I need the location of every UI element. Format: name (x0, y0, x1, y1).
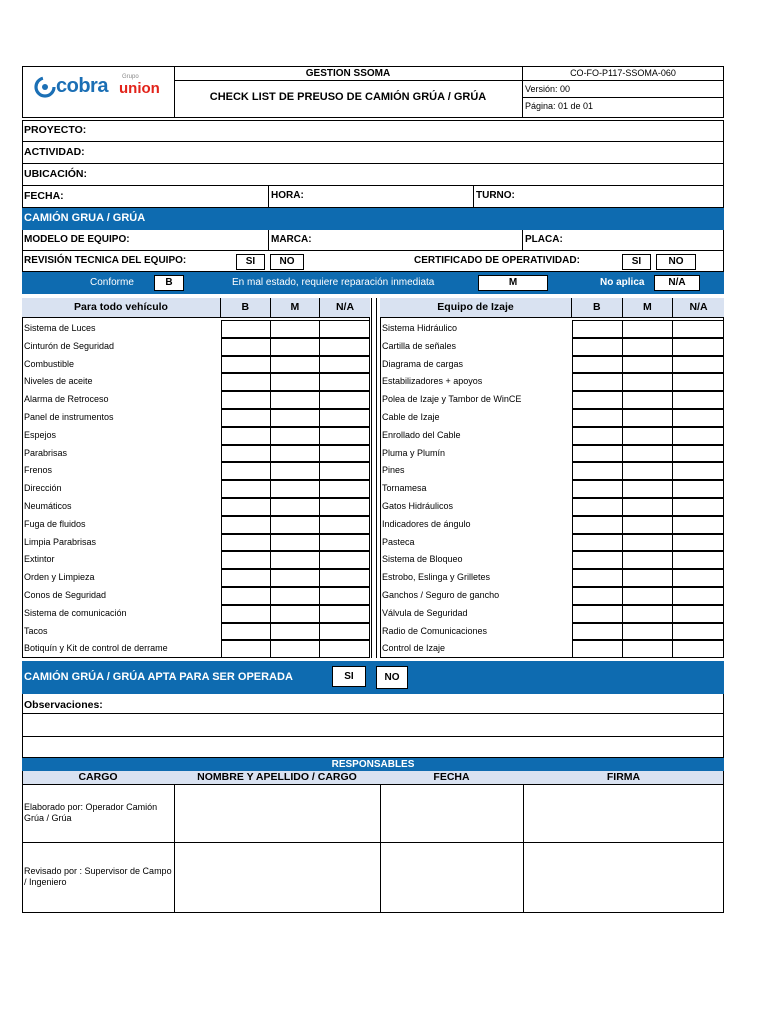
resp-col-nombre: NOMBRE Y APELLIDO / CARGO (197, 771, 357, 783)
checklist-cell-b[interactable] (221, 391, 271, 409)
legend-conforme: Conforme (90, 277, 134, 288)
checklist-cell-na[interactable] (320, 445, 370, 463)
document-code: CO-FO-P117-SSOMA-060 (570, 68, 676, 78)
checklist-cell-b[interactable] (221, 338, 271, 356)
checklist-item-label: Sistema de Bloqueo (382, 554, 463, 565)
checklist-item-label: Estrobo, Eslinga y Grilletes (382, 572, 491, 583)
checklist-cell-b[interactable] (572, 516, 623, 534)
document-title: CHECK LIST DE PREUSO DE CAMIÓN GRÚA / GRÚA (209, 91, 487, 103)
checklist-cell-na[interactable] (673, 427, 724, 445)
checklist-item-label: Alarma de Retroceso (24, 394, 109, 405)
ubicacion-label: UBICACIÓN: (24, 168, 87, 180)
marca-label: MARCA: (271, 234, 312, 245)
checklist-cell-m[interactable] (623, 320, 674, 338)
right_table-col-m: M (623, 298, 674, 318)
checklist-cell-b[interactable] (572, 445, 623, 463)
checklist-cell-b[interactable] (572, 498, 623, 516)
checklist-cell-na[interactable] (673, 551, 724, 569)
checklist-item-label: Gatos Hidráulicos (382, 501, 454, 511)
document-version: Versión: 00 (525, 84, 571, 94)
checklist-cell-na[interactable] (673, 356, 724, 374)
checklist-cell-b[interactable] (221, 623, 271, 641)
checklist-cell-na[interactable] (320, 462, 370, 480)
revision-no-box[interactable]: NO (270, 254, 304, 270)
checklist-cell-na[interactable] (673, 498, 724, 516)
checklist-cell-na[interactable] (673, 409, 724, 427)
observaciones-label: Observaciones: (24, 699, 103, 711)
checklist-cell-b[interactable] (221, 534, 271, 552)
checklist-cell-na[interactable] (673, 569, 724, 587)
checklist-cell-m[interactable] (623, 480, 674, 498)
checklist-cell-b[interactable] (221, 587, 271, 605)
proyecto-label: PROYECTO: (24, 124, 87, 136)
checklist-cell-b[interactable] (221, 445, 271, 463)
checklist-item-label: Frenos (24, 465, 53, 476)
checklist-cell-b[interactable] (221, 480, 271, 498)
checklist-cell-b[interactable] (221, 516, 271, 534)
checklist-cell-na[interactable] (320, 623, 370, 641)
legend-mal-estado: En mal estado, requiere reparación inmediata (232, 277, 435, 288)
checklist-cell-na[interactable] (320, 373, 370, 391)
resp-col-cargo: CARGO (78, 771, 118, 783)
checklist-cell-na[interactable] (673, 373, 724, 391)
checklist-cell-na[interactable] (673, 462, 724, 480)
checklist-item-label: Válvula de Seguridad (382, 607, 468, 618)
checklist-cell-b[interactable] (572, 640, 623, 658)
actividad-label: ACTIVIDAD: (24, 146, 85, 158)
checklist-cell-na[interactable] (320, 356, 370, 374)
checklist-item-label: Sistema Hidráulico (382, 323, 458, 333)
revision-si-box[interactable]: SI (236, 254, 265, 270)
checklist-cell-m[interactable] (623, 534, 674, 552)
checklist-item-label: Neumáticos (24, 501, 72, 511)
checklist-cell-m[interactable] (271, 551, 321, 569)
resp-row-elaborado: Elaborado por: Operador Camión Grúa / Grúa (24, 802, 158, 823)
checklist-cell-m[interactable] (271, 356, 321, 374)
turno-label: TURNO: (476, 190, 515, 201)
checklist-item-label: Sistema de Luces (24, 323, 96, 333)
checklist-item-label: Estabilizadores + apoyos (382, 376, 483, 387)
checklist-cell-na[interactable] (673, 338, 724, 356)
placa-label: PLACA: (525, 234, 563, 245)
checklist-cell-na[interactable] (320, 391, 370, 409)
checklist-cell-b[interactable] (572, 462, 623, 480)
checklist-cell-b[interactable] (572, 551, 623, 569)
checklist-item-label: Espejos (24, 429, 57, 440)
checklist-cell-b[interactable] (221, 569, 271, 587)
checklist-cell-b[interactable] (572, 391, 623, 409)
checklist-item-label: Polea de Izaje y Tambor de WinCE (382, 394, 522, 405)
brand-cobra: cobra (56, 75, 108, 97)
left_table-col-b: B (221, 298, 271, 318)
checklist-item-label: Cartilla de señales (382, 340, 457, 351)
right_table-col-b: B (572, 298, 623, 318)
hora-label: HORA: (271, 190, 304, 201)
checklist-cell-m[interactable] (271, 462, 321, 480)
fecha-label: FECHA: (24, 190, 64, 202)
company-logo (34, 74, 169, 102)
checklist-item-label: Niveles de aceite (24, 376, 93, 387)
checklist-cell-m[interactable] (623, 356, 674, 374)
checklist-cell-m[interactable] (623, 623, 674, 641)
checklist-cell-m[interactable] (623, 427, 674, 445)
checklist-cell-na[interactable] (673, 445, 724, 463)
checklist-cell-m[interactable] (623, 462, 674, 480)
responsables-title: RESPONSABLES (331, 759, 415, 770)
checklist-cell-m[interactable] (271, 605, 321, 623)
checklist-cell-b[interactable] (572, 320, 623, 338)
apta-no-box[interactable]: NO (376, 666, 408, 689)
checklist-cell-b[interactable] (221, 409, 271, 427)
certificado-si-box[interactable]: SI (622, 254, 651, 270)
checklist-item-label: Dirección (24, 483, 62, 494)
checklist-cell-na[interactable] (320, 498, 370, 516)
checklist-cell-m[interactable] (623, 373, 674, 391)
checklist-item-label: Ganchos / Seguro de gancho (382, 590, 500, 600)
checklist-item-label: Conos de Seguridad (24, 590, 107, 600)
certificado-no-box[interactable]: NO (656, 254, 696, 270)
checklist-item-label: Combustible (24, 358, 75, 369)
checklist-cell-b[interactable] (572, 480, 623, 498)
right_table-col-na: N/A (673, 298, 724, 318)
checklist-item-label: Orden y Limpieza (24, 572, 95, 583)
checklist-cell-b[interactable] (221, 640, 271, 658)
checklist-item-label: Parabrisas (24, 447, 68, 458)
checklist-item-label: Extintor (24, 554, 55, 565)
checklist-cell-na[interactable] (673, 640, 724, 658)
checklist-cell-b[interactable] (572, 605, 623, 623)
checklist-item-label: Indicadores de ángulo (382, 518, 471, 529)
checklist-cell-b[interactable] (221, 462, 271, 480)
checklist-cell-na[interactable] (320, 516, 370, 534)
checklist-item-label: Pines (382, 465, 405, 476)
legend-m-box: M (478, 275, 548, 291)
checklist-cell-m[interactable] (271, 427, 321, 445)
legend-b-box: B (154, 275, 184, 291)
checklist-cell-b[interactable] (221, 356, 271, 374)
checklist-item-label: Fuga de fluidos (24, 518, 86, 529)
checklist-cell-na[interactable] (320, 480, 370, 498)
checklist-cell-na[interactable] (320, 320, 370, 338)
checklist-cell-m[interactable] (271, 623, 321, 641)
checklist-cell-m[interactable] (271, 409, 321, 427)
checklist-cell-b[interactable] (221, 373, 271, 391)
checklist-cell-b[interactable] (572, 427, 623, 445)
section-title: CAMIÓN GRUA / GRÚA (24, 212, 146, 224)
checklist-cell-m[interactable] (623, 445, 674, 463)
modelo-label: MODELO DE EQUIPO: (24, 234, 130, 245)
checklist-cell-b[interactable] (221, 498, 271, 516)
resp-col-fecha: FECHA (433, 771, 470, 783)
checklist-cell-na[interactable] (673, 623, 724, 641)
checklist-cell-m[interactable] (623, 391, 674, 409)
brand-group-small: Grupo (122, 74, 139, 80)
checklist-cell-m[interactable] (271, 338, 321, 356)
checklist-cell-b[interactable] (572, 373, 623, 391)
checklist-cell-m[interactable] (271, 569, 321, 587)
checklist-cell-m[interactable] (623, 605, 674, 623)
checklist-cell-m[interactable] (623, 409, 674, 427)
checklist-cell-na[interactable] (320, 605, 370, 623)
checklist-item-label: Cable de Izaje (382, 412, 440, 422)
resp-row-revisado: Revisado por : Supervisor de Campo / Ingeniero (24, 866, 172, 887)
checklist-cell-b[interactable] (221, 605, 271, 623)
checklist-item-label: Pasteca (382, 536, 415, 547)
checklist-cell-m[interactable] (623, 551, 674, 569)
checklist-cell-na[interactable] (673, 516, 724, 534)
checklist-cell-na[interactable] (320, 534, 370, 552)
checklist-cell-m[interactable] (271, 640, 321, 658)
checklist-item-label: Botiquín y Kit de control de derrame (24, 643, 168, 654)
checklist-cell-b[interactable] (221, 320, 271, 338)
left_table-col-m: M (271, 298, 321, 318)
checklist-cell-na[interactable] (673, 480, 724, 498)
checklist-cell-na[interactable] (673, 605, 724, 623)
checklist-item-label: Enrollado del Cable (382, 429, 461, 440)
checklist-item-label: Limpia Parabrisas (24, 536, 97, 547)
checklist-cell-b[interactable] (221, 551, 271, 569)
checklist-item-label: Sistema de comunicación (24, 607, 127, 618)
left_table-col-na: N/A (320, 298, 370, 318)
left_table-header: Para todo vehículo (22, 298, 221, 318)
checklist-cell-m[interactable] (271, 445, 321, 463)
checklist-cell-b[interactable] (572, 409, 623, 427)
checklist-cell-b[interactable] (572, 569, 623, 587)
checklist-cell-m[interactable] (271, 516, 321, 534)
checklist-cell-m[interactable] (623, 569, 674, 587)
checklist-cell-b[interactable] (572, 587, 623, 605)
checklist-cell-na[interactable] (320, 569, 370, 587)
resp-col-firma: FIRMA (606, 771, 641, 783)
checklist-item-label: Pluma y Plumín (382, 447, 446, 458)
checklist-cell-na[interactable] (320, 338, 370, 356)
checklist-cell-b[interactable] (572, 534, 623, 552)
checklist-cell-m[interactable] (271, 320, 321, 338)
checklist-cell-na[interactable] (673, 534, 724, 552)
document-page: Página: 01 de 01 (525, 101, 594, 111)
checklist-cell-na[interactable] (673, 587, 724, 605)
checklist-cell-m[interactable] (623, 640, 674, 658)
observaciones-block (22, 694, 724, 758)
revision-label: REVISIÓN TECNICA DEL EQUIPO: (24, 255, 187, 266)
checklist-cell-b[interactable] (572, 338, 623, 356)
apta-si-box[interactable]: SI (332, 666, 366, 687)
checklist-cell-m[interactable] (271, 587, 321, 605)
legend-no-aplica: No aplica (600, 277, 645, 288)
checklist-item-label: Radio de Comunicaciones (382, 625, 488, 636)
checklist-cell-na[interactable] (673, 320, 724, 338)
checklist-item-label: Tornamesa (382, 483, 427, 494)
checklist-cell-m[interactable] (623, 587, 674, 605)
checklist-cell-b[interactable] (572, 356, 623, 374)
checklist-item-label: Control de Izaje (382, 643, 446, 654)
legend-na-box: N/A (654, 275, 700, 291)
apta-label: CAMIÓN GRÚA / GRÚA APTA PARA SER OPERADA (24, 671, 293, 683)
checklist-cell-na[interactable] (673, 391, 724, 409)
checklist-cell-na[interactable] (320, 587, 370, 605)
certificado-label: CERTIFICADO DE OPERATIVIDAD: (414, 255, 580, 266)
checklist-cell-m[interactable] (271, 480, 321, 498)
cobra-swirl-icon (34, 76, 56, 98)
checklist-cell-m[interactable] (623, 516, 674, 534)
checklist-item-label: Diagrama de cargas (382, 358, 464, 369)
gestion-title: GESTION SSOMA (305, 68, 391, 79)
checklist-cell-m[interactable] (271, 534, 321, 552)
brand-union: union (119, 80, 160, 97)
checklist-cell-m[interactable] (271, 373, 321, 391)
general-info-block (22, 120, 724, 208)
checklist-cell-m[interactable] (623, 338, 674, 356)
checklist-item-label: Cinturón de Seguridad (24, 340, 115, 351)
right_table-header: Equipo de Izaje (380, 298, 572, 318)
checklist-cell-b[interactable] (572, 623, 623, 641)
checklist-cell-na[interactable] (320, 427, 370, 445)
checklist-cell-b[interactable] (221, 427, 271, 445)
checklist-cell-na[interactable] (320, 640, 370, 658)
checklist-item-label: Tacos (24, 625, 48, 636)
checklist-cell-m[interactable] (271, 391, 321, 409)
checklist-cell-m[interactable] (271, 498, 321, 516)
checklist-item-label: Panel de instrumentos (24, 412, 114, 422)
checklist-cell-na[interactable] (320, 551, 370, 569)
checklist-cell-na[interactable] (320, 409, 370, 427)
checklist-cell-m[interactable] (623, 498, 674, 516)
